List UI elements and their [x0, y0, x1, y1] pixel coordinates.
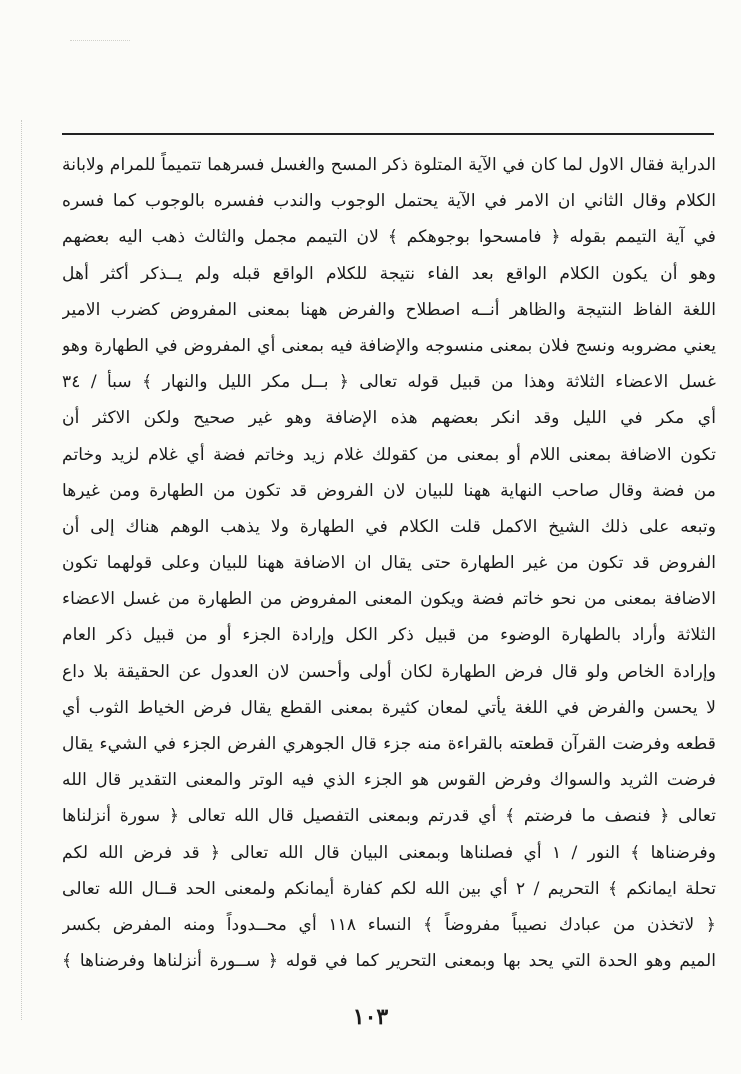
- text-line: وفرضناها ﴾ النور / ١ أي فصلناها وبمعنى البيان قال الله تعالى ﴿ قد فرض الله لكم: [62, 842, 716, 863]
- text-line: اللغة الفاظ النتيجة والظاهر أنــه اصطلاح والفرض ههنا بمعنى المفروض كضرب الامير: [62, 299, 716, 320]
- text-line: غسل الاعضاء الثلاثة وهذا من قبيل قوله تعالى ﴿ بــل مكر الليل والنهار ﴾ سبأ / ٣٤: [62, 372, 716, 393]
- text-line: الثلاثة وأراد بالطهارة الوضوء من قبيل ذكر الكل وإرادة الجزء أو من قبيل ذكر العام: [62, 625, 716, 646]
- body-text: [62, 147, 716, 979]
- text-line: أي مكر في الليل وقد انكر بعضهم هذه الإضافة وهو غير صحيح ولكن الاكثر أن: [62, 408, 716, 429]
- text-line: تحلة ايمانكم ﴾ التحريم / ٢ أي بين الله لكم كفارة أيمانكم ولمعنى الحد قــال الله تعالى: [62, 878, 716, 899]
- text-line: وتبعه على ذلك الشيخ الاكمل قلت الكلام في الطهارة ولا يذهب الوهم هناك إلى أن: [62, 516, 716, 537]
- text-line: تكون الاضافة بمعنى اللام أو بمعنى من كقولك غلام زيد وخاتم فضة أي غلام لزيد وخاتم: [62, 444, 716, 465]
- text-line: وهو أن يكون الكلام الواقع بعد الفاء نتيجة للكلام الواقع قبله ولم يــذكر أكثر أهل: [62, 263, 716, 284]
- text-line: تعالى ﴿ فنصف ما فرضتم ﴾ أي قدرتم وبمعنى التفصيل قال الله تعالى ﴿ سورة أنزلناها: [62, 806, 716, 827]
- text-line: فرضت الثريد والسواك وفرض القوس هو الجزء الذي فيه الوتر والمعنى التقدير قال الله: [62, 770, 716, 791]
- header-rule: [62, 133, 714, 135]
- text-line: الدراية فقال الاول لما كان في الآية المتلوة ذكر المسح والغسل فسرهما تتميماً للمرام ولابانة: [62, 155, 716, 175]
- text-line: قطعه وفرضت القرآن قطعته بالقراءة منه جزء قال الجوهري الفرض الجزء في الشيء يقال: [62, 734, 716, 754]
- text-line: الفروض قد تكون من غير الطهارة حتى يقال ان الاضافة ههنا للبيان وعلى قولهما تكون: [62, 553, 716, 574]
- scan-top-dots: [70, 40, 130, 42]
- text-line: من فضة وقال صاحب النهاية ههنا للبيان لان الفروض قد تكون من الطهارة ومن غيرها: [62, 480, 716, 501]
- text-line: لا يحسن والفرض في اللغة يأتي لمعان كثيرة بمعنى القطع يقال فرض الخياط الثوب أي: [62, 697, 716, 718]
- text-line: يعني مضروبه ونسج فلان بمعنى منسوجه والإضافة فيه بمعنى أي المفروض في الطهارة وهو: [62, 335, 716, 356]
- scan-margin-dots: [21, 120, 23, 1020]
- text-line: الاضافة بمعنى من نحو خاتم فضة ويكون المعنى المفروض من الطهارة من غسل الاعضاء: [62, 589, 716, 610]
- page-number: ١٠٣: [352, 1004, 389, 1030]
- text-line: في آية التيمم بقوله ﴿ فامسحوا بوجوهكم ﴾ لان التيمم مجمل والثالث ذهب اليه بعضهم: [62, 227, 716, 248]
- text-line: ﴿ لاتخذن من عبادك نصيباً مفروضاً ﴾ النساء ١١٨ أي محــدوداً ومنه المفرض بكسر: [62, 914, 716, 935]
- text-line: الكلام وقال الثاني ان الامر في الآية يحتمل الوجوب والندب ففسره بالوجوب كما فسره: [62, 191, 716, 212]
- text-line: الميم وهو الحدة التي يحد بها وبمعنى التحرير كما في قوله ﴿ ســورة أنزلناها وفرضناها ﴾: [62, 951, 716, 972]
- text-line: وإرادة الخاص ولو قال فرض الطهارة لكان أولى وأحسن لان العدول عن الحقيقة بلا داع: [62, 661, 716, 682]
